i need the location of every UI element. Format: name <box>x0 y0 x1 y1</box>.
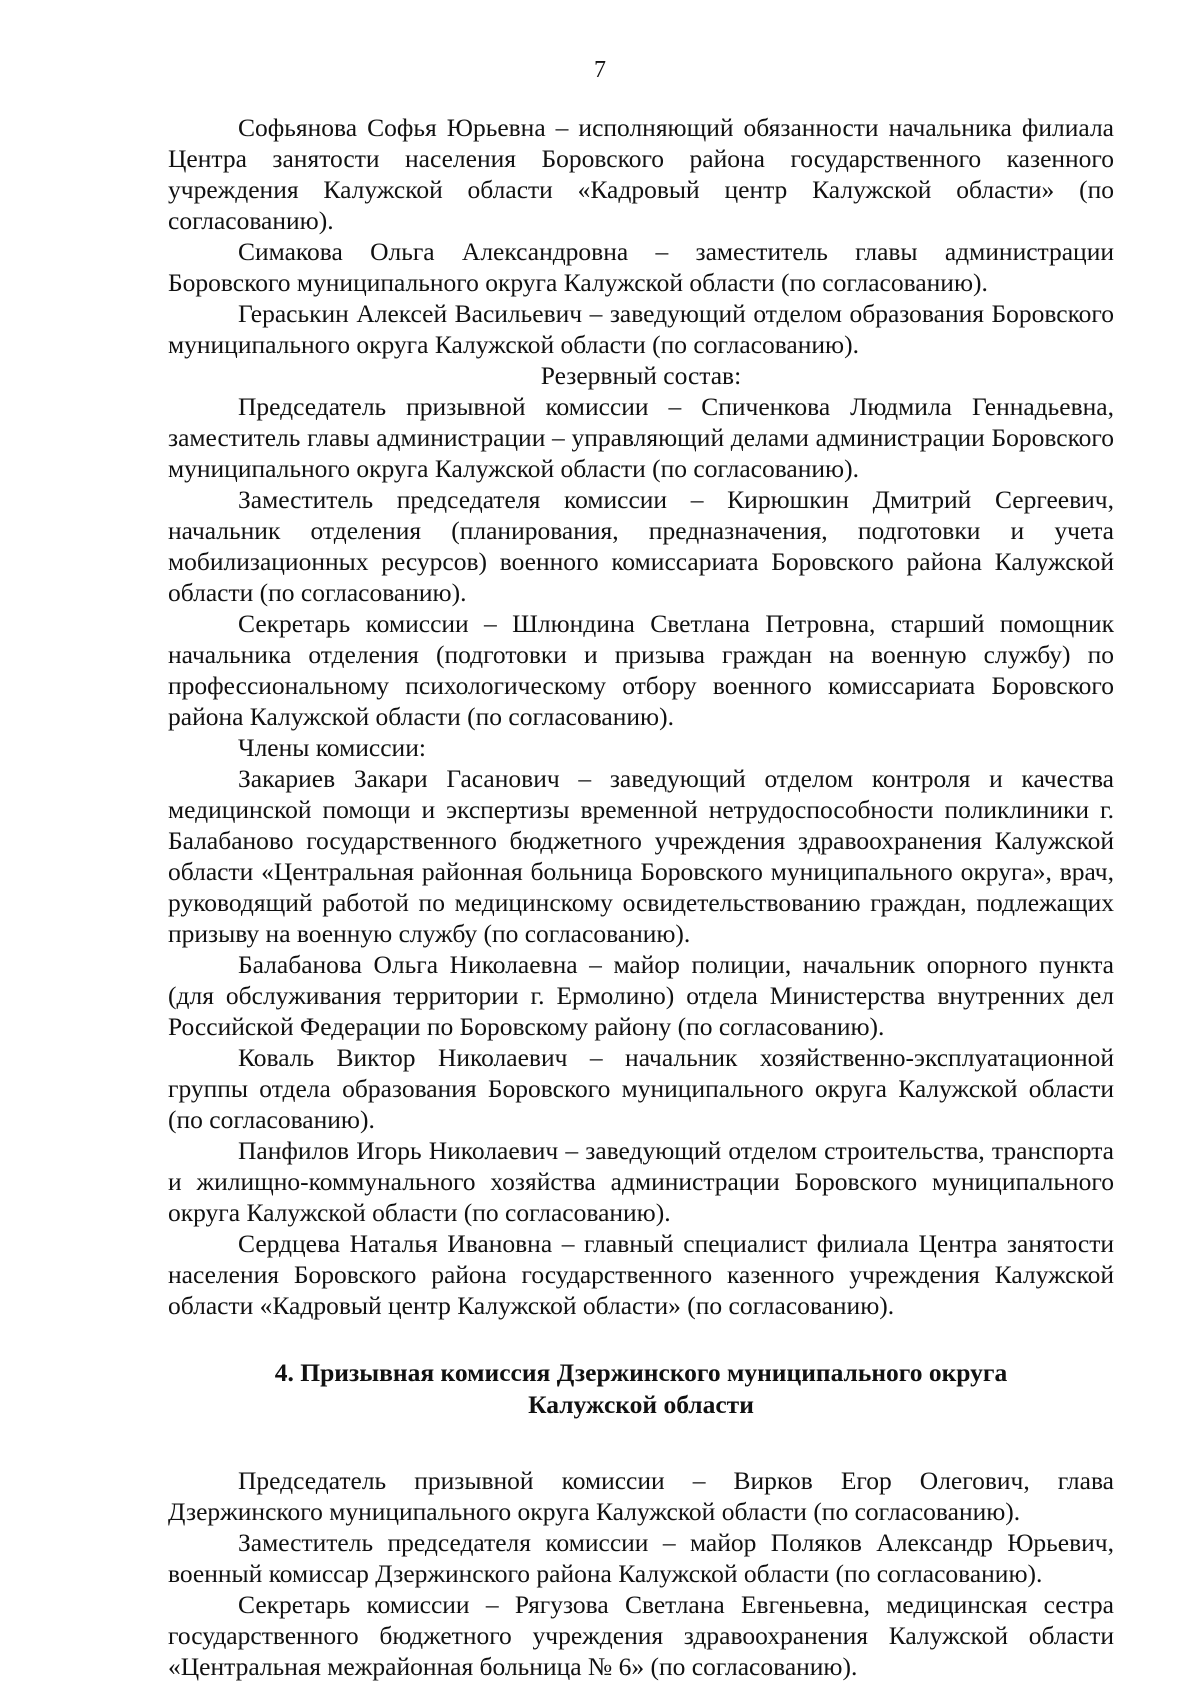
page-number: 7 <box>594 57 606 83</box>
paragraph-section4-secretary: Секретарь комиссии – Рягузова Светлана Евгеньевна, медицинская сестра государственного бюджетного учреждения здравоохранения Калужской области «Центральная межрайонная больница № 6» (по согласованию). <box>168 1590 1114 1681</box>
paragraph-zakariev: Закариев Закари Гасанович – заведующий отделом контроля и качества медицинской помощи и экспертизы временной нетрудоспособности поликлиники г. Балабаново государственного бюджетного учреждения здравоохранения Калужской области «Центральная районная больница Боровского муниципального округа», врач, руководящий работой по медицинскому освидетельствованию граждан, подлежащих призыву на военную службу (по согласованию). <box>168 764 1114 948</box>
paragraph-simakova: Симакова Ольга Александровна – заместитель главы администрации Боровского муниципального округа Калужской области (по согласованию). <box>168 237 1114 297</box>
paragraph-balabanova: Балабанова Ольга Николаевна – майор полиции, начальник опорного пункта (для обслуживания территории г. Ермолино) отдела Министерства внутренних дел Российской Федерации по Боровскому району (по согласованию). <box>168 950 1114 1041</box>
section-4-title-line-1: 4. Призывная комиссия Дзержинского муниципального округа <box>274 1358 1008 1387</box>
paragraph-reserve-chairman: Председатель призывной комиссии – Спиченкова Людмила Геннадьевна, заместитель главы администрации – управляющий делами администрации Боровского муниципального округа Калужской области (по согласованию). <box>168 392 1114 483</box>
paragraph-reserve-deputy: Заместитель председателя комиссии – Кирюшкин Дмитрий Сергеевич, начальник отделения (планирования, предназначения, подготовки и учета мобилизационных ресурсов) военного комиссариата Боровского района Калужской области (по согласованию). <box>168 485 1114 607</box>
reserve-heading: Резервный состав: <box>540 361 742 390</box>
paragraph-section4-deputy: Заместитель председателя комиссии – майор Поляков Александр Юрьевич, военный комиссар Дзержинского района Калужской области (по согласованию). <box>168 1528 1114 1588</box>
paragraph-sofyanova: Софьянова Софья Юрьевна – исполняющий обязанности начальника филиала Центра занятости населения Боровского района государственного казенного учреждения Калужской области «Кадровый центр Калужской области» (по согласованию). <box>168 113 1114 235</box>
paragraph-panfilov: Панфилов Игорь Николаевич – заведующий отделом строительства, транспорта и жилищно-коммунального хозяйства администрации Боровского муниципального округа Калужской области (по согласованию). <box>168 1136 1114 1227</box>
section-4-title <box>168 1357 1114 1421</box>
paragraph-reserve-secretary: Секретарь комиссии – Шлюндина Светлана Петровна, старший помощник начальника отделения (подготовки и призыва граждан на военную службу) по профессиональному психологическому отбору военного комиссариата Боровского района Калужской области (по согласованию). <box>168 609 1114 731</box>
document-body <box>168 112 1114 1682</box>
paragraph-section4-chairman: Председатель призывной комиссии – Вирков Егор Олегович, глава Дзержинского муниципального округа Калужской области (по согласованию). <box>168 1466 1114 1526</box>
paragraph-koval: Коваль Виктор Николаевич – начальник хозяйственно-эксплуатационной группы отдела образования Боровского муниципального округа Калужской области (по согласованию). <box>168 1043 1114 1134</box>
members-label: Члены комиссии: <box>238 733 426 762</box>
section-4-title-line-2: Калужской области <box>528 1390 754 1419</box>
paragraph-serdtseva: Сердцева Наталья Ивановна – главный специалист филиала Центра занятости населения Боровского района государственного казенного учреждения Калужской области «Кадровый центр Калужской области» (по согласованию). <box>168 1229 1114 1320</box>
paragraph-geraskin: Гераськин Алексей Васильевич – заведующий отделом образования Боровского муниципального округа Калужской области (по согласованию). <box>168 299 1114 359</box>
